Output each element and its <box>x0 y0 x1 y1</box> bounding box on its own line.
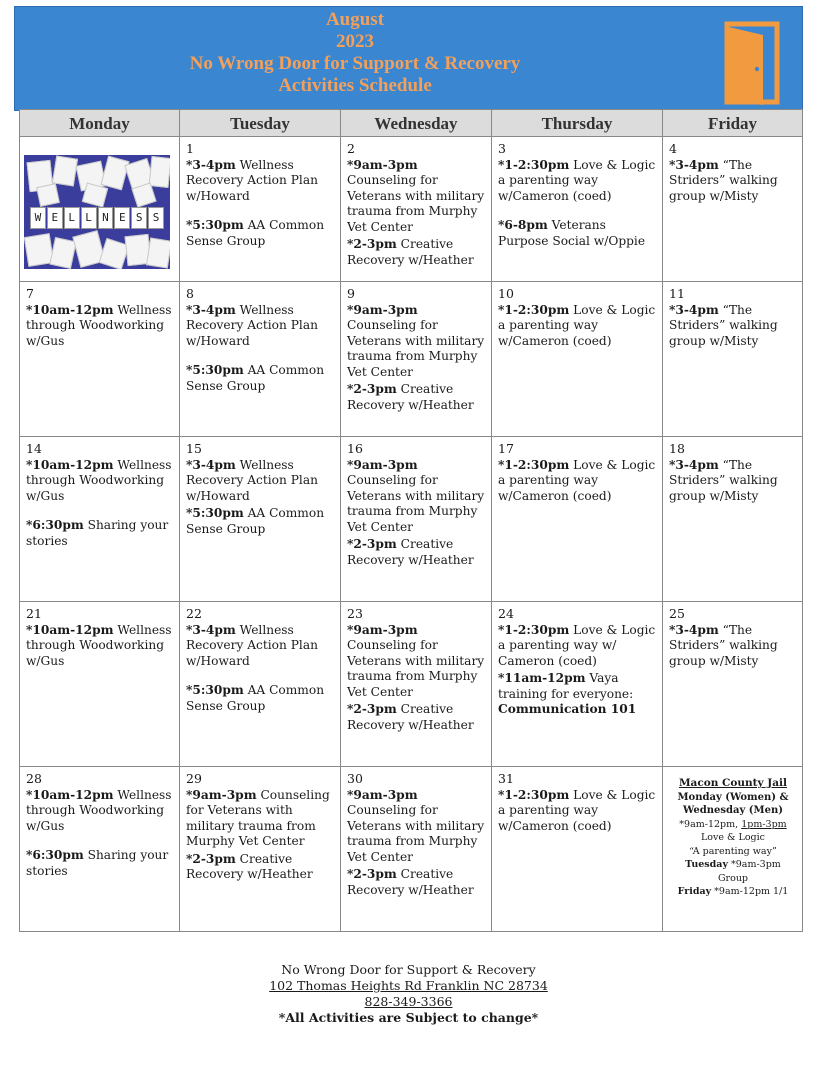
wellness-letter: L <box>64 207 80 229</box>
event-text: Counseling for Veterans with military trauma from Murphy Vet Center <box>347 318 485 379</box>
event <box>186 623 335 670</box>
day-cell <box>180 437 341 602</box>
wellness-letter: N <box>98 207 114 229</box>
paper-note <box>52 155 78 186</box>
event <box>347 788 486 866</box>
day-number: 24 <box>498 606 514 621</box>
event-time: *5:30pm <box>186 363 244 377</box>
event-text: Wellness Recovery Action Plan w/Howard <box>186 457 318 503</box>
day-cell <box>492 137 663 282</box>
event-text: “The Striders” walking group w/Misty <box>669 622 778 668</box>
day-number: 11 <box>669 286 685 301</box>
calendar-grid <box>19 109 803 932</box>
weekday-header-wednesday: Wednesday <box>341 110 492 137</box>
jail-program-sub: “A parenting way” <box>689 845 777 857</box>
event-text: Wellness Recovery Action Plan w/Howard <box>186 157 318 203</box>
day-number: 2 <box>347 141 355 156</box>
event <box>186 852 335 883</box>
event <box>669 623 797 670</box>
day-cell <box>341 282 492 437</box>
event-time: *2-3pm <box>347 537 397 551</box>
event-time: *3-4pm <box>669 457 719 472</box>
event-text: Love & Logic a parenting way w/ Cameron (coed) <box>498 622 656 668</box>
event-time: *2-3pm <box>347 382 397 396</box>
day-number: 8 <box>186 286 194 301</box>
jail-time-a: *9am-12pm, <box>679 818 742 830</box>
day-cell <box>663 602 803 767</box>
event <box>498 303 657 350</box>
paper-note <box>82 182 108 207</box>
day-number: 7 <box>26 286 34 301</box>
event-time: *3-4pm <box>669 302 719 317</box>
event <box>186 218 335 249</box>
jail-friday-label: Friday <box>677 886 712 897</box>
day-number: 29 <box>186 771 202 786</box>
jail-tuesday-text: *9am-3pm Group <box>717 859 781 884</box>
event-text: AA Common Sense Group <box>186 506 325 536</box>
day-number: 31 <box>498 771 514 786</box>
day-cell <box>341 602 492 767</box>
jail-title: Macon County Jail <box>678 777 788 789</box>
event-text: Creative Recovery w/Heather <box>347 537 474 567</box>
jail-friday <box>669 885 797 899</box>
event-text: Wellness through Woodworking w/Gus <box>26 457 172 503</box>
event-text: Wellness Recovery Action Plan w/Howard <box>186 302 318 348</box>
title-year: 2023 <box>336 31 374 52</box>
event <box>347 458 486 536</box>
event-text: AA Common Sense Group <box>186 363 325 393</box>
event-text: Counseling for Veterans with military trauma from Murphy Vet Center <box>347 473 485 534</box>
day-number: 16 <box>347 441 363 456</box>
day-number: 10 <box>498 286 514 301</box>
event <box>186 788 335 850</box>
event-time: *1-2:30pm <box>498 157 570 172</box>
wellness-letter: S <box>148 207 164 229</box>
jail-days: Monday (Women) & Wednesday (Men) <box>677 791 789 816</box>
event <box>347 382 486 413</box>
paper-note <box>36 183 60 207</box>
event <box>498 158 657 205</box>
footer-phone: 828-349-3366 <box>364 994 453 1009</box>
day-cell <box>180 767 341 932</box>
wellness-letter: E <box>47 207 63 229</box>
jail-program: Love & Logic <box>701 832 765 843</box>
weekday-header-tuesday: Tuesday <box>180 110 341 137</box>
event-time: *10am-12pm <box>26 457 114 472</box>
event <box>186 683 335 714</box>
event <box>347 158 486 236</box>
day-number: 23 <box>347 606 363 621</box>
title-month: August <box>325 9 385 30</box>
event-time: *10am-12pm <box>26 787 114 802</box>
event-text: Creative Recovery w/Heather <box>347 382 474 412</box>
weekday-header-friday: Friday <box>663 110 803 137</box>
day-cell <box>663 137 803 282</box>
day-number: 25 <box>669 606 685 621</box>
event-text: Sharing your stories <box>26 848 169 878</box>
day-number: 22 <box>186 606 202 621</box>
event <box>347 867 486 898</box>
event <box>347 623 486 701</box>
event-time: *3-4pm <box>669 157 719 172</box>
wellness-letter: S <box>131 207 147 229</box>
footer-address: 102 Thomas Heights Rd Franklin NC 28734 <box>269 978 548 993</box>
jail-friday-text: *9am-12pm 1/1 <box>711 886 789 897</box>
day-number: 14 <box>26 441 42 456</box>
event <box>669 158 797 205</box>
event <box>26 458 174 505</box>
event-text: Veterans Purpose Social w/Oppie <box>498 218 646 248</box>
wellness-letter: E <box>114 207 130 229</box>
title-subtitle: Activities Schedule <box>278 75 432 96</box>
event-time: *2-3pm <box>347 237 397 251</box>
event-time: *10am-12pm <box>26 622 114 637</box>
jail-time-b: 1pm-3pm <box>741 818 787 830</box>
event <box>26 518 174 549</box>
day-cell <box>180 602 341 767</box>
jail-time <box>669 818 797 832</box>
jail-schedule-cell <box>663 767 803 932</box>
event-time: *1-2:30pm <box>498 622 570 637</box>
day-cell <box>20 437 180 602</box>
event-text: “The Striders” walking group w/Misty <box>669 457 778 503</box>
event-time: *3-4pm <box>186 302 236 317</box>
schedule-title <box>15 7 695 97</box>
wellness-image-cell <box>20 137 180 282</box>
event-time: *1-2:30pm <box>498 302 570 317</box>
event-text: “The Striders” walking group w/Misty <box>669 157 778 203</box>
event <box>186 158 335 205</box>
event-time: *2-3pm <box>186 851 236 866</box>
open-door-icon <box>719 21 785 105</box>
wellness-letter: L <box>81 207 97 229</box>
event-time: *10am-12pm <box>26 302 114 317</box>
event-time: *3-4pm <box>669 622 719 637</box>
event <box>498 788 657 835</box>
day-cell <box>492 282 663 437</box>
event-time: *2-3pm <box>347 867 397 881</box>
footer <box>0 962 817 1026</box>
event-text: AA Common Sense Group <box>186 218 325 248</box>
paper-note <box>49 237 76 269</box>
day-number: 3 <box>498 141 506 156</box>
event <box>347 237 486 268</box>
event-time: *9am-3pm <box>347 457 418 472</box>
event-time: *5:30pm <box>186 218 244 232</box>
day-number: 9 <box>347 286 355 301</box>
weekday-header-thursday: Thursday <box>492 110 663 137</box>
day-cell <box>341 137 492 282</box>
weekday-header-monday: Monday <box>20 110 180 137</box>
jail-tuesday-label: Tuesday <box>685 859 728 870</box>
day-number: 17 <box>498 441 514 456</box>
event-text: “The Striders” walking group w/Misty <box>669 302 778 348</box>
day-number: 28 <box>26 771 42 786</box>
event-text: Creative Recovery w/Heather <box>347 237 474 267</box>
day-cell <box>341 767 492 932</box>
day-number: 30 <box>347 771 363 786</box>
day-cell <box>341 437 492 602</box>
day-cell <box>180 137 341 282</box>
event <box>347 303 486 381</box>
event-text: Wellness through Woodworking w/Gus <box>26 302 172 348</box>
event <box>186 506 335 537</box>
jail-tuesday <box>669 858 797 885</box>
day-cell <box>20 767 180 932</box>
event <box>669 303 797 350</box>
event <box>498 623 657 670</box>
event-text: Counseling for Veterans with military trauma from Murphy Vet Center <box>347 173 485 234</box>
event-text: Love & Logic a parenting way w/Cameron (coed) <box>498 157 656 203</box>
event-time: *9am-3pm <box>347 622 418 637</box>
event-text: Wellness Recovery Action Plan w/Howard <box>186 622 318 668</box>
wellness-image <box>24 155 170 269</box>
day-cell <box>663 282 803 437</box>
day-number: 1 <box>186 141 194 156</box>
event-time: *3-4pm <box>186 622 236 637</box>
event <box>186 303 335 350</box>
event-text: Sharing your stories <box>26 518 169 548</box>
event-text: Creative Recovery w/Heather <box>186 851 313 881</box>
event <box>26 788 174 835</box>
day-number: 4 <box>669 141 677 156</box>
event-text: Creative Recovery w/Heather <box>347 867 474 897</box>
event-text: Love & Logic a parenting way w/Cameron (coed) <box>498 457 656 503</box>
day-cell <box>20 282 180 437</box>
paper-note <box>148 156 170 188</box>
event <box>26 848 174 879</box>
event-text: Vaya training for everyone: <box>498 671 634 701</box>
event-time: *9am-3pm <box>347 787 418 802</box>
event-time: *11am-12pm <box>498 671 586 685</box>
event-time: *3-4pm <box>186 157 236 172</box>
event-time: *6-8pm <box>498 218 548 232</box>
footer-notice: *All Activities are Subject to change* <box>278 1010 539 1025</box>
day-number: 18 <box>669 441 685 456</box>
paper-note <box>100 156 129 191</box>
wellness-letter: W <box>30 207 46 229</box>
event-highlight: Communication 101 <box>498 702 637 716</box>
event-text: Counseling for Veterans with military trauma from Murphy Vet Center <box>347 638 485 699</box>
event-time: *6:30pm <box>26 518 84 532</box>
event-time: *1-2:30pm <box>498 787 570 802</box>
event <box>498 218 657 249</box>
event-text: Counseling for Veterans with military trauma from Murphy Vet Center <box>347 803 485 864</box>
day-cell <box>20 602 180 767</box>
day-cell <box>663 437 803 602</box>
event <box>186 458 335 505</box>
day-cell <box>492 602 663 767</box>
event-text: Love & Logic a parenting way w/Cameron (coed) <box>498 787 656 833</box>
event-time: *9am-3pm <box>347 157 418 172</box>
event-text: Wellness through Woodworking w/Gus <box>26 787 172 833</box>
event <box>347 537 486 568</box>
event-time: *6:30pm <box>26 848 84 862</box>
event <box>26 623 174 670</box>
wellness-word <box>30 207 164 229</box>
paper-note <box>146 237 170 268</box>
event <box>498 458 657 505</box>
event <box>186 363 335 394</box>
event-text: Love & Logic a parenting way w/Cameron (coed) <box>498 302 656 348</box>
day-number: 15 <box>186 441 202 456</box>
event-time: *5:30pm <box>186 506 244 520</box>
event <box>26 303 174 350</box>
event <box>347 702 486 733</box>
day-number: 21 <box>26 606 42 621</box>
event <box>498 671 657 718</box>
event-time: *9am-3pm <box>347 302 418 317</box>
footer-org: No Wrong Door for Support & Recovery <box>281 962 536 977</box>
event-text: Creative Recovery w/Heather <box>347 702 474 732</box>
event <box>669 458 797 505</box>
event-time: *2-3pm <box>347 702 397 716</box>
day-cell <box>180 282 341 437</box>
event-text: Wellness through Woodworking w/Gus <box>26 622 172 668</box>
event-time: *3-4pm <box>186 457 236 472</box>
event-text: AA Common Sense Group <box>186 683 325 713</box>
day-cell <box>492 767 663 932</box>
event-time: *1-2:30pm <box>498 457 570 472</box>
day-cell <box>492 437 663 602</box>
event-time: *9am-3pm <box>186 787 257 802</box>
event-text: Counseling for Veterans with military trauma from Murphy Vet Center <box>186 787 330 848</box>
title-org: No Wrong Door for Support & Recovery <box>189 53 521 74</box>
header-banner <box>14 6 803 111</box>
event-time: *5:30pm <box>186 683 244 697</box>
